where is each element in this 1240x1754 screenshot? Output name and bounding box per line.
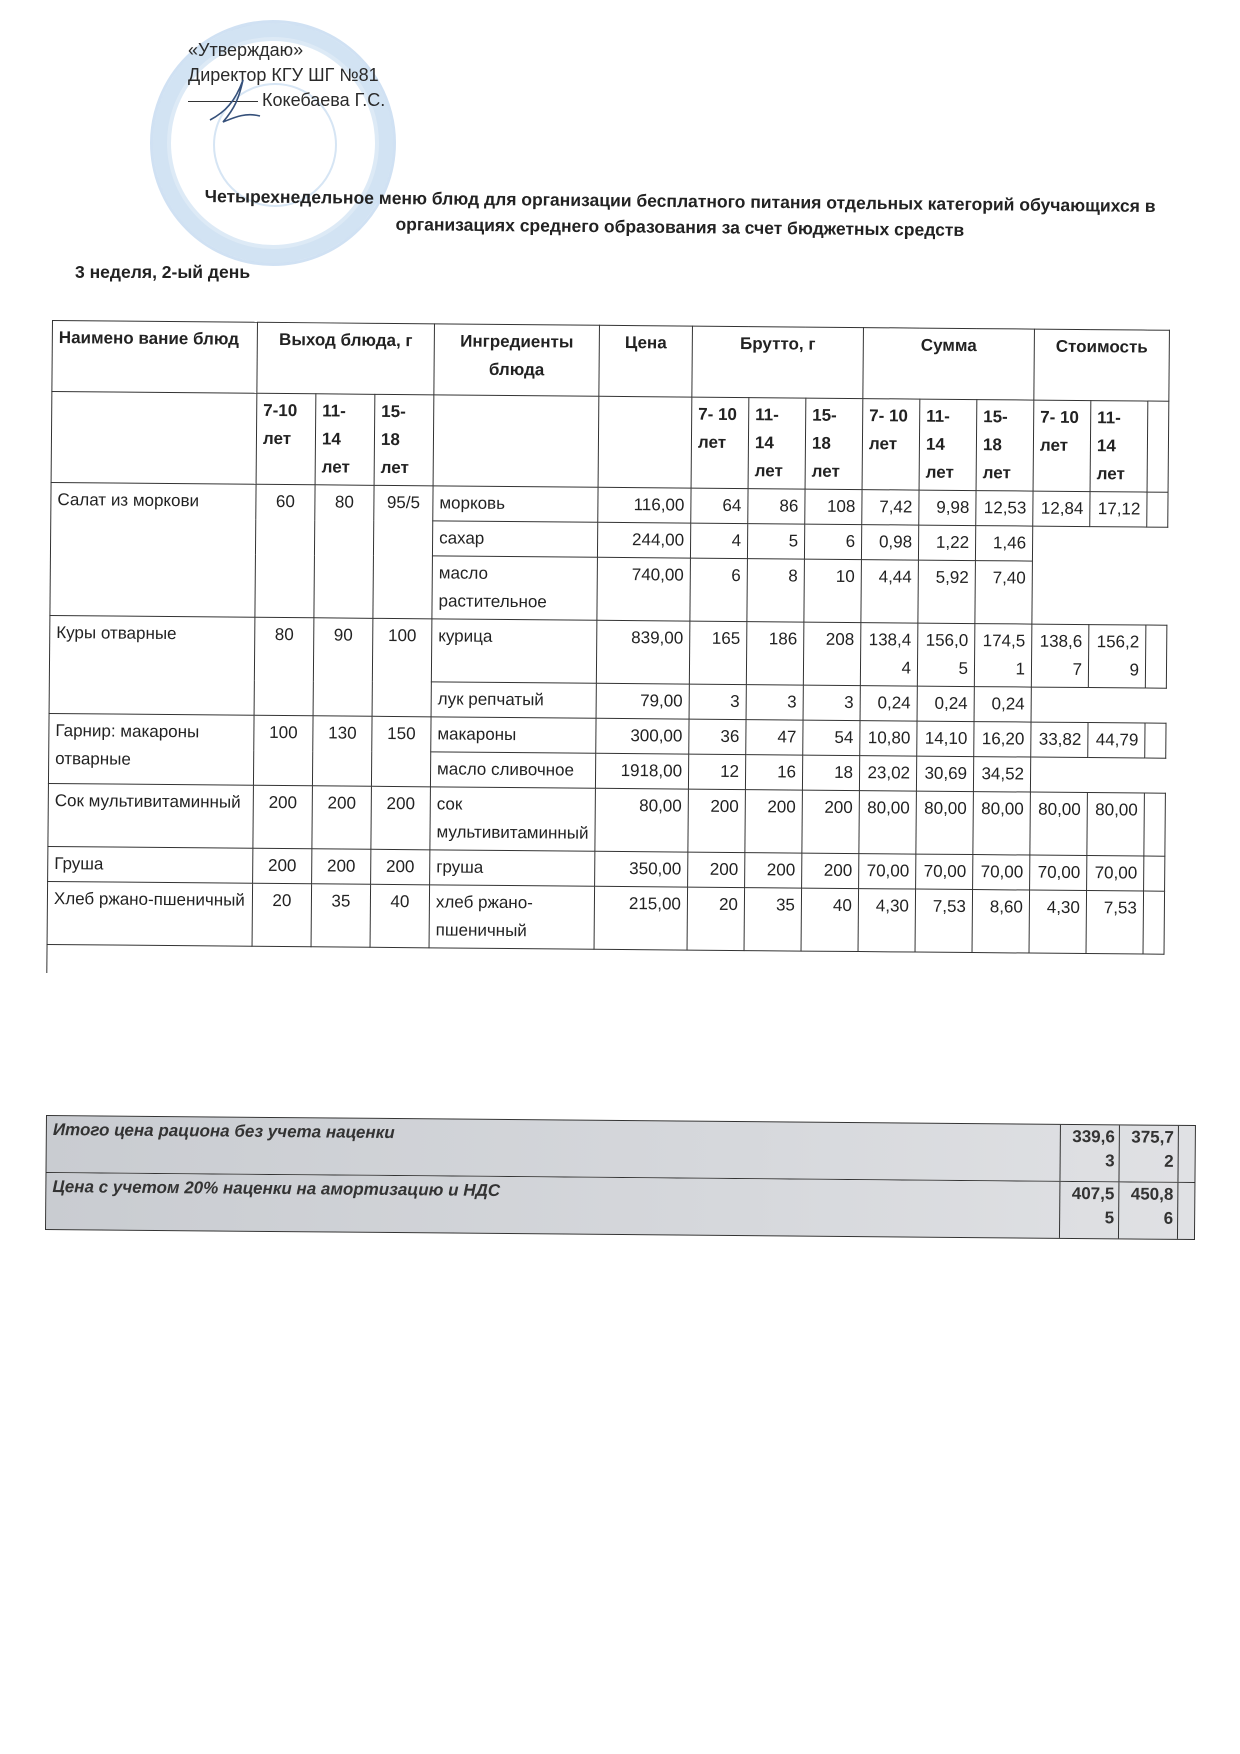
total-label: Итого цена рациона без учета наценки <box>52 1120 395 1143</box>
empty-cell <box>1032 561 1090 624</box>
approver-position: Директор КГУ ШГ №81 <box>188 65 379 85</box>
ingredient-brutto: 86 <box>748 489 805 524</box>
ingredient-brutto: 186 <box>746 622 804 685</box>
ingredient-name: масло сливочное <box>430 752 595 788</box>
empty-cell <box>1144 758 1165 793</box>
ingredient-sum: 80,00 <box>973 792 1031 855</box>
empty-cell <box>1146 562 1168 625</box>
dish-output: 80 <box>254 617 314 716</box>
ingredient-name: макароны <box>431 717 596 753</box>
dish-cost: 4,30 <box>1029 890 1087 953</box>
dish-output: 150 <box>371 716 431 787</box>
empty-cell <box>1089 562 1147 625</box>
ingredient-brutto: 4 <box>690 523 747 558</box>
header-ingredients: Ингредиенты блюда <box>434 324 600 396</box>
ingredient-name: морковь <box>433 486 598 522</box>
dish-name: Сок мультивитаминный <box>48 783 254 848</box>
ingredient-sum: 80,00 <box>859 791 917 854</box>
empty-cell <box>1147 401 1169 492</box>
ingredient-brutto: 3 <box>803 685 860 720</box>
dish-cost: 7,53 <box>1086 891 1144 954</box>
total-value-7-10: 407,55 <box>1059 1182 1118 1239</box>
ingredient-brutto: 47 <box>746 720 803 755</box>
ingredient-sum: 70,00 <box>859 854 916 889</box>
empty-cell <box>1177 1183 1194 1239</box>
signature-icon <box>205 72 265 132</box>
dish-output: 90 <box>313 618 373 717</box>
ingredient-price: 839,00 <box>596 620 690 684</box>
ingredient-sum: 1,22 <box>918 525 975 560</box>
dish-output: 60 <box>255 484 315 618</box>
dish-cost: 156,29 <box>1088 625 1146 688</box>
ingredient-brutto: 6 <box>690 558 748 621</box>
ingredient-name: сахар <box>432 521 597 557</box>
ingredient-sum: 0,24 <box>974 687 1031 722</box>
total-value-11-14: 450,86 <box>1118 1182 1177 1239</box>
ingredient-price: 244,00 <box>597 522 690 558</box>
ingredient-brutto: 10 <box>804 559 862 622</box>
empty-cell <box>1145 723 1166 758</box>
empty-cell <box>1143 891 1165 954</box>
ingredient-sum: 7,42 <box>862 490 919 525</box>
ingredient-name: масло растительное <box>432 556 598 620</box>
ingredient-brutto: 18 <box>802 755 859 790</box>
dish-output: 35 <box>311 884 371 948</box>
empty-cell <box>1144 793 1166 856</box>
empty-cell <box>1088 688 1145 723</box>
empty-cell <box>1089 527 1146 562</box>
header-cost: Стоимость <box>1034 329 1170 401</box>
empty-cell <box>598 396 692 488</box>
total-row <box>45 1115 1195 1183</box>
dish-output: 100 <box>253 715 313 786</box>
empty-cell <box>1032 526 1089 561</box>
dish-cost: 80,00 <box>1030 792 1088 855</box>
ingredient-price: 740,00 <box>597 557 691 621</box>
ingredient-sum: 70,00 <box>916 854 973 889</box>
dish-name: Куры отварные <box>49 615 255 715</box>
age-output-11-14: 11- 14 лет <box>315 394 375 486</box>
ingredient-brutto: 6 <box>804 524 861 559</box>
ingredient-name: лук репчатый <box>431 682 596 718</box>
ingredient-brutto: 64 <box>691 488 748 523</box>
total-value-7-10: 339,63 <box>1059 1125 1118 1182</box>
ingredient-sum: 0,24 <box>917 686 974 721</box>
dish-cost: 70,00 <box>1087 856 1144 891</box>
ingredient-price: 79,00 <box>596 683 689 719</box>
age-brutto-7-10: 7- 10 лет <box>691 397 749 488</box>
ingredient-price: 300,00 <box>596 718 689 754</box>
table-row <box>47 881 1164 954</box>
dish-output: 200 <box>312 786 372 850</box>
dish-cost: 12,84 <box>1033 491 1090 526</box>
totals-block <box>45 1115 1196 1240</box>
dish-output: 200 <box>312 849 371 885</box>
ingredient-brutto: 200 <box>802 853 859 888</box>
ingredient-price: 215,00 <box>594 886 688 950</box>
approver-name: Кокебаева Г.С. <box>262 90 386 110</box>
dish-output: 200 <box>253 785 313 849</box>
ingredient-brutto: 54 <box>803 720 860 755</box>
dish-output: 130 <box>312 716 372 787</box>
dish-output: 40 <box>370 884 430 948</box>
age-cost-7-10: 7- 10 лет <box>1033 400 1091 491</box>
ingredient-brutto: 3 <box>746 685 803 720</box>
ingredient-price: 116,00 <box>598 487 691 523</box>
ingredient-brutto: 8 <box>747 559 805 622</box>
ingredient-brutto: 200 <box>745 853 802 888</box>
dish-output: 200 <box>371 786 431 850</box>
header-sum: Сумма <box>863 328 1035 400</box>
ingredient-price: 80,00 <box>595 788 689 852</box>
ingredient-name: сок мультивитаминный <box>430 787 596 851</box>
ingredient-price: 350,00 <box>595 851 688 887</box>
empty-cell <box>1031 687 1088 722</box>
empty-cell <box>433 395 599 487</box>
ingredient-name: груша <box>430 850 595 886</box>
ingredient-sum: 30,69 <box>916 756 973 791</box>
total-row <box>45 1173 1195 1240</box>
dish-cost: 17,12 <box>1090 492 1147 527</box>
header-output: Выход блюда, г <box>257 322 435 395</box>
ingredient-price: 1918,00 <box>595 753 688 789</box>
ingredient-sum: 16,20 <box>974 722 1031 757</box>
ingredient-sum: 34,52 <box>973 757 1030 792</box>
ingredient-sum: 5,92 <box>918 560 976 623</box>
ingredient-brutto: 165 <box>689 621 747 684</box>
dish-name: Груша <box>48 846 253 883</box>
document-title: Четырехнедельное меню блюд для организации бесплатного питания отдельных категорий обучающихся в организациях среднего образования за счет бюджетных средств <box>204 186 1156 240</box>
ingredient-brutto: 200 <box>688 789 746 852</box>
menu-body <box>47 482 1168 982</box>
ingredient-sum: 0,24 <box>860 686 917 721</box>
ingredient-brutto: 12 <box>688 754 745 789</box>
ingredient-sum: 9,98 <box>919 490 976 525</box>
empty-cell <box>1147 492 1168 527</box>
ingredient-sum: 8,60 <box>972 890 1030 953</box>
ingredient-brutto: 200 <box>802 790 860 853</box>
empty-cell <box>51 392 257 485</box>
empty-cell <box>1145 625 1167 688</box>
empty-cell <box>1145 688 1166 723</box>
ingredient-sum: 156,05 <box>917 623 975 686</box>
dish-cost: 70,00 <box>1030 855 1087 890</box>
age-output-15-18: 15- 18 лет <box>374 394 434 486</box>
ingredient-brutto: 20 <box>687 887 745 950</box>
empty-cell <box>1087 758 1144 793</box>
ingredient-brutto: 3 <box>689 684 746 719</box>
ingredient-brutto: 36 <box>689 719 746 754</box>
ingredient-sum: 14,10 <box>917 721 974 756</box>
empty-cell <box>1030 757 1087 792</box>
header-dish-name: Наимено вание блюд <box>52 321 258 394</box>
dish-output: 100 <box>372 618 432 717</box>
dish-output: 200 <box>253 848 312 884</box>
ingredient-brutto: 40 <box>801 888 859 951</box>
total-label: Цена с учетом 20% наценки на амортизацию и НДС <box>52 1177 501 1200</box>
dish-cost: 138,67 <box>1031 624 1089 687</box>
ingredient-sum: 174,51 <box>974 624 1032 687</box>
total-value-11-14: 375,72 <box>1118 1125 1177 1182</box>
ingredient-brutto: 208 <box>803 622 861 685</box>
age-cost-11-14: 11- 14 лет <box>1090 401 1148 492</box>
ingredient-name: хлеб ржано-пшеничный <box>429 885 595 949</box>
empty-cell <box>1146 527 1167 562</box>
menu-table <box>46 320 1170 983</box>
ingredient-brutto: 16 <box>745 755 802 790</box>
ingredient-sum: 23,02 <box>859 756 916 791</box>
week-day-label: 3 неделя, 2-ый день <box>75 262 251 282</box>
age-brutto-15-18: 15- 18 лет <box>805 398 863 489</box>
header-row <box>52 321 1170 402</box>
ingredient-sum: 10,80 <box>860 721 917 756</box>
dish-name: Гарнир: макароны отварные <box>48 713 254 785</box>
ingredient-sum: 4,44 <box>861 560 919 623</box>
ingredient-sum: 7,40 <box>975 561 1033 624</box>
ingredient-sum: 0,98 <box>861 525 918 560</box>
header-price: Цена <box>599 325 693 397</box>
age-sum-7-10: 7- 10 лет <box>862 399 920 490</box>
ingredient-brutto: 108 <box>805 489 862 524</box>
dish-name: Салат из моркови <box>50 482 256 617</box>
ingredient-sum: 80,00 <box>916 791 974 854</box>
table-row <box>48 783 1165 856</box>
approval-heading: «Утверждаю» <box>188 40 304 60</box>
empty-cell <box>1144 856 1165 891</box>
age-brutto-11-14: 11- 14 лет <box>748 398 806 489</box>
header-brutto: Брутто, г <box>692 326 864 398</box>
ingredient-sum: 138,44 <box>860 623 918 686</box>
age-output-7-10: 7-10 лет <box>256 393 316 485</box>
age-group-row <box>51 392 1169 493</box>
ingredient-sum: 1,46 <box>975 526 1032 561</box>
age-sum-15-18: 15- 18 лет <box>976 400 1034 491</box>
ingredient-sum: 4,30 <box>858 889 916 952</box>
dish-output: 200 <box>371 849 430 885</box>
ingredient-name: курица <box>431 619 597 683</box>
dish-cost: 33,82 <box>1031 722 1088 757</box>
dish-cost: 44,79 <box>1088 723 1145 758</box>
ingredient-sum: 12,53 <box>976 491 1033 526</box>
ingredient-brutto: 35 <box>744 888 802 951</box>
dish-name: Хлеб ржано-пшеничный <box>47 881 253 946</box>
dish-output: 95/5 <box>373 485 433 619</box>
dish-output: 80 <box>314 485 374 619</box>
dish-output: 20 <box>252 883 312 947</box>
ingredient-brutto: 5 <box>747 524 804 559</box>
age-sum-11-14: 11- 14 лет <box>919 399 977 490</box>
ingredient-brutto: 200 <box>745 790 803 853</box>
empty-cell <box>1177 1126 1194 1182</box>
dish-cost: 80,00 <box>1087 793 1145 856</box>
table-row <box>49 615 1166 688</box>
ingredient-brutto: 200 <box>688 852 745 887</box>
ingredient-sum: 70,00 <box>973 855 1030 890</box>
ingredient-sum: 7,53 <box>915 889 973 952</box>
